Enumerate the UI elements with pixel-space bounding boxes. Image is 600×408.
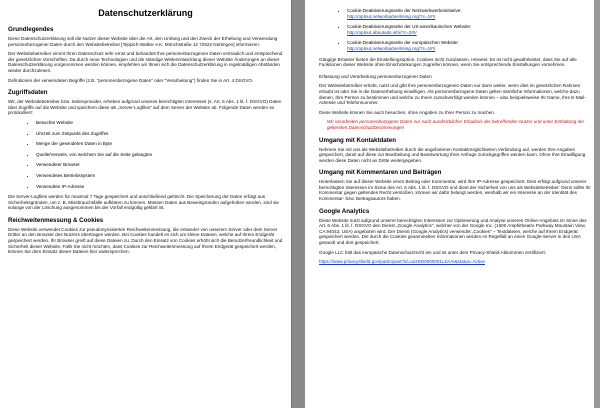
heading-kontaktdaten: Umgang mit Kontaktdaten bbox=[319, 136, 397, 144]
optout-label: Cookie-Deaktivierungsseite der europäischen Website: bbox=[347, 40, 459, 46]
paragraph: Gängige Browser bieten die Einstellungsoption, Cookies nicht zuzulassen. Hinweis: Es ist nicht gewährleistet, dass Sie auf alle Funktionen dieser Website ohne Einschränkungen zugreifen können, wenn Sie entsprechende Einstellungen vornehmen. bbox=[319, 56, 577, 68]
list-item bbox=[347, 8, 592, 19]
optout-list bbox=[319, 8, 592, 52]
scrollbar[interactable] bbox=[594, 0, 600, 408]
heading-google-analytics: Google Analytics bbox=[319, 207, 370, 215]
paragraph: Wir, der Websitebetreiber bzw. Seitenprovider, erheben aufgrund unseres berechtigten Interesses (s. Art. 6 Abs. 1 lit. f. DSGVO) Daten über Zugriffe auf die Website und speichern diese als „Server-Logfiles" auf dem Server der Website ab. Folgende Daten werden so protokolliert: bbox=[8, 99, 282, 116]
paragraph: Nehmen Sie mit uns als Websitebetreiber durch die angebotenen Kontaktmöglichkeiten Verbindung auf, werden Ihre Angaben gespeichert, damit auf diese zur Bearbeitung und Beantwortung Ihrer Anfrage zurückgegriffen werden kann. Ohne Ihre Einwilligung werden diese Daten nicht an Dritte weitergegeben. bbox=[319, 146, 586, 163]
optout-link[interactable]: http://optout.aboutads.info/?c=2#!/ bbox=[347, 29, 417, 35]
list-item: • Menge der gesendeten Daten in Byte bbox=[36, 141, 283, 147]
subheading-erfassung: Erfassung und Verarbeitung personenbezogener Daten bbox=[319, 73, 432, 79]
paragraph: Definitionen der verwendeten Begriffe (z.B. "personenbezogene Daten" oder "Verarbeitung") finden Sie in Art. 4 DSGVO. bbox=[8, 77, 254, 83]
heading-kommentare: Umgang mit Kommentaren und Beiträgen bbox=[319, 169, 442, 177]
optout-label: Cookie-Deaktivierungsseite der US-amerikanischen Website: bbox=[347, 24, 472, 30]
heading-grundlegendes: Grundlegendes bbox=[8, 26, 54, 33]
highlighted-note: Wir verarbeiten personenbezogene Daten nur nach ausdrücklicher Erlaubnis der betreffenden Nutzer und unter Einhaltung der geltenden Datenschutzbestimmungen bbox=[327, 119, 585, 130]
optout-link[interactable]: http://optout.networkadvertising.org/?c=1#!/ bbox=[347, 13, 436, 19]
heading-zugriffsdaten: Zugriffsdaten bbox=[8, 89, 48, 97]
list-item bbox=[347, 24, 592, 35]
paragraph: Diese Website verwendet Cookies zur pseudonymisierten Reichweitenmessung, die entweder von unserem Server oder dem Server Dritter an den Browser des Nutzers übertragen werden. Bei Cookies handelt es sich um kleine Dateien, welche auf Ihrem Endgerät gespeichert werden. Ihr Browser greift auf diese Dateien zu. Durch den Einsatz von Cookies erhöht sich die Benutzerfreundlichkeit und Sicherheit dieser Website. Falls Sie nicht möchten, dass Cookies zur Reichweitenmessung auf Ihrem Endgerät gespeichert werden, können Sie dem Einsatz dieser Dateien hier widersprechen: bbox=[8, 226, 283, 255]
paragraph: Diese Website können Sie auch besuchen, ohne Angaben zu Ihrer Person zu machen. bbox=[319, 109, 496, 115]
paragraph: Diese Website nutzt aufgrund unserer berechtigten Interessen zur Optimierung und Analyse unseres Online-Angebots im Sinne des Art. 6 Abs. 1 lit. f. DSGVO den Dienst „Google Analytics", welcher von der Google Inc. (1600 Amphitheatre Parkway Mountain View, CA 94043, USA) angeboten wird. Der Dienst (Google Analytics) verwendet „Cookies" – Textdateien, welche auf Ihrem Endgerät gespeichert werden. Die durch die Cookies gesammelten Informationen werden im Regelfall an einen Google-Server in den USA gesandt und dort gespeichert. bbox=[319, 217, 587, 246]
paragraph: Hinterlassen Sie auf dieser Website einen Beitrag oder Kommentar, wird Ihre IP-Adresse gespeichert. Dies erfolgt aufgrund unserer berechtigten Interessen im Sinne des Art. 6 Abs. 1 lit. f. DSGVO und dient der Sicherheit von uns als Websitebetreiber: Denn sollte Ihr Kommentar gegen geltendes Recht verstoßen, können wir dafür belangt werden, weshalb wir ein Interesse an der Identität des Kommentar- bzw. Beitragsautors haben. bbox=[319, 179, 591, 202]
document-page-left bbox=[0, 0, 292, 408]
list-item: • Verwendetes Betriebssystem bbox=[36, 173, 283, 179]
paragraph: Google LLC hält das europäische Datenschutzrecht ein und ist unter dem Privacy-Shield-Abkommen zertifiziert: bbox=[319, 249, 546, 255]
paragraph: Diese Datenschutzerklärung soll die Nutzer dieser Website über die Art, den Umfang und den Zweck der Erhebung und Verwendung personenbezogener Daten durch den Websitebetreiber [Teppich-Walker e.K. Mönchstraße 12 72622 Nürtingen] informieren. bbox=[8, 36, 278, 47]
paragraph: Die Server-Logfiles werden für maximal 7 Tage gespeichert und anschließend gelöscht. Die Speicherung der Daten erfolgt aus Sicherheitsgründen, um z. B. Missbrauchsfälle aufklären zu können. Müssen Daten aus Beweisgründen aufgehoben werden, sind sie solange von der Löschung ausgenommen bis der Vorfall endgültig geklärt ist. bbox=[8, 194, 279, 211]
optout-link[interactable]: http://optout.networkadvertising.org/?c=1#!/ bbox=[347, 45, 436, 51]
list-item: • Uhrzeit zum Zeitpunkt des Zugriffes bbox=[36, 131, 283, 137]
paragraph: Der Websitebetreiber erhebt, nutzt und gibt Ihre personenbezogenen Daten nur dann weiter, wenn dies im gesetzlichen Rahmen erlaubt ist oder Sie in die Datenerhebung einwilligen. Als personenbezogene Daten gelten sämtliche Informationen, welche dazu dienen, Ihre Person zu bestimmen und welche zu Ihnen zurückverfolgt werden können – also beispielsweise Ihr Name, Ihre E-Mail-Adresse und Telefonnummer. bbox=[319, 83, 586, 106]
list-item: • Verwendete IP-Adresse bbox=[36, 184, 283, 190]
document-page-right bbox=[305, 0, 600, 408]
list-item: • Verwendeter Browser bbox=[36, 162, 283, 168]
optout-label: Cookie-Deaktivierungsseite der Netzwerkwerbeinitiative: bbox=[347, 8, 462, 13]
list-item: • Besuchte Website bbox=[36, 120, 283, 126]
document-title: Datenschutzerklärung bbox=[98, 8, 193, 18]
list-item: • Quelle/Verweis, von welchem Sie auf die Seite gelangten bbox=[36, 152, 283, 158]
logfile-list bbox=[8, 120, 283, 189]
privacy-shield-link[interactable]: https://www.privacyshield.gov/participant?id=a2zt000000001L5AAI&status=Active bbox=[319, 259, 485, 265]
heading-reichweitenmessung: Reichweitenmessung & Cookies bbox=[8, 216, 104, 224]
list-item bbox=[347, 40, 592, 51]
paragraph: Der Websitebetreiber nimmt Ihren Datenschutz sehr ernst und behandelt Ihre personenbezogenen Daten vertraulich und entsprechend der gesetzlichen Vorschriften. Da durch neue Technologien und die ständige Weiterentwicklung dieser Website Änderungen an dieser Datenschutzerklärung vorgenommen werden können, empfehlen wir Ihnen sich die Datenschutzerklärung in regelmäßigen Abständen wieder durchzulesen. bbox=[8, 51, 283, 73]
